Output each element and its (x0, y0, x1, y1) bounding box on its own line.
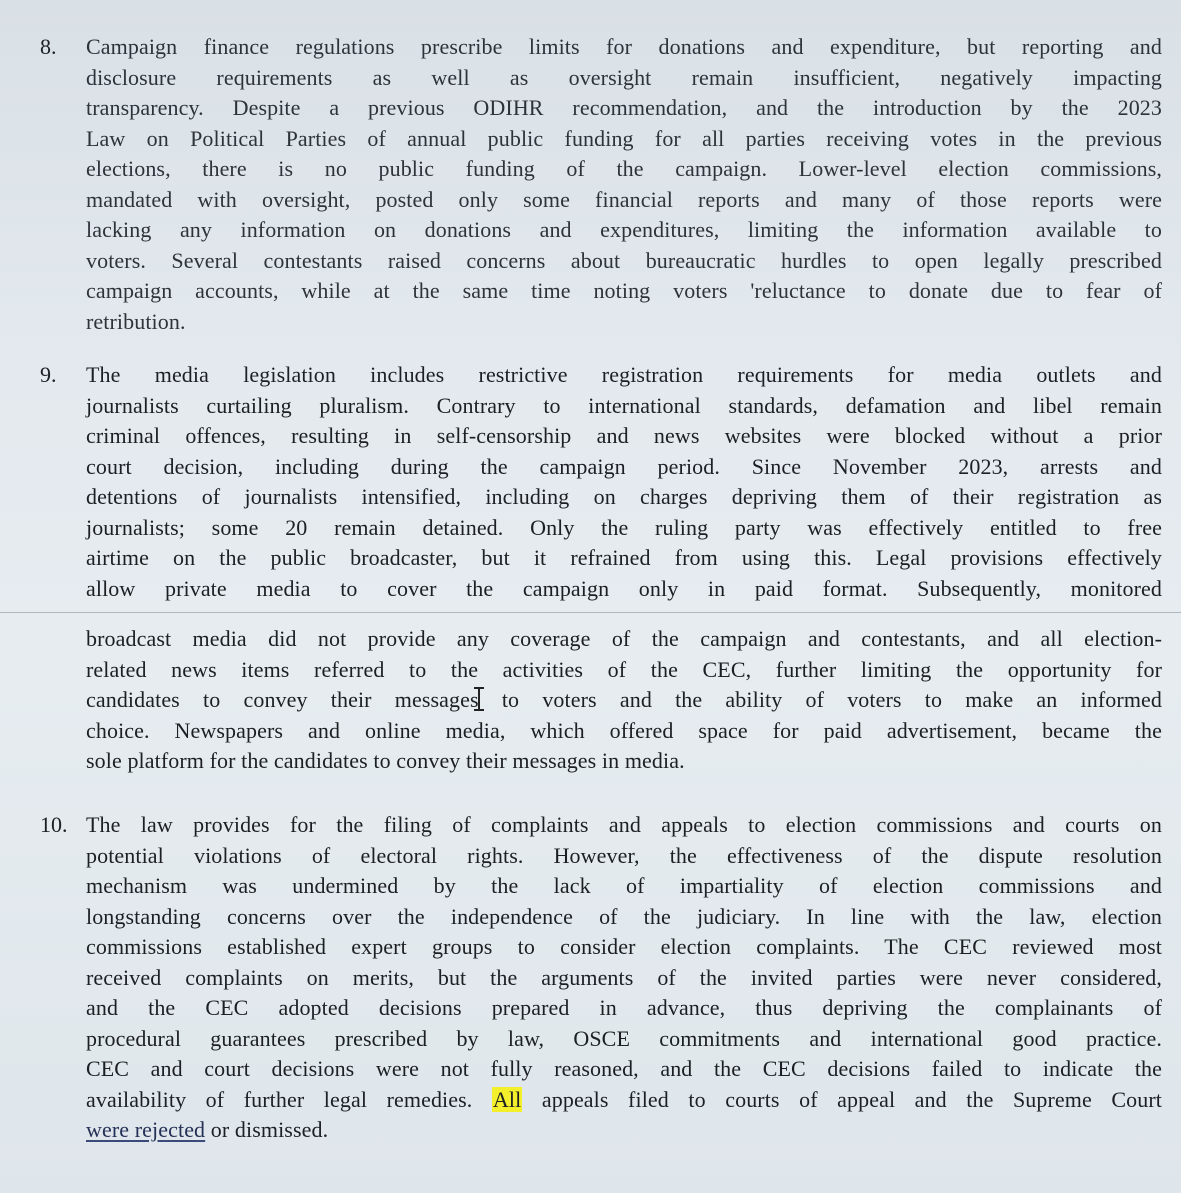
text-line: received complaints on merits, but the arguments of the invited parties were never considered, (86, 964, 1162, 990)
text-line: related news items referred to the activities of the CEC, further limiting the opportunity for (86, 656, 1162, 682)
page-break-divider (0, 612, 1181, 613)
text-line: journalists curtailing pluralism. Contrary to international standards, defamation and libel remain (86, 392, 1162, 418)
paragraph-number: 10. (40, 812, 68, 837)
text-line: longstanding concerns over the independence of the judiciary. In line with the law, election (86, 903, 1162, 929)
text-line (86, 1115, 1162, 1146)
text-line: mechanism was undermined by the lack of impartiality of election commissions and (86, 873, 1162, 898)
text-line: commissions established expert groups to consider election complaints. The CEC reviewed most (86, 934, 1162, 959)
text-line: choice. Newspapers and online media, which offered space for paid advertisement, became the (86, 717, 1162, 743)
text-line: and the CEC adopted decisions prepared in advance, thus depriving the complainants of (86, 995, 1162, 1020)
text-line: broadcast media did not provide any coverage of the campaign and contestants, and all election- (86, 626, 1162, 651)
paragraph-8 (40, 32, 1162, 337)
text-line: The media legislation includes restrictive registration requirements for media outlets and (86, 362, 1162, 387)
paragraph-text[interactable] (86, 810, 1162, 1146)
text-line: voters. Several contestants raised concerns about bureaucratic hurdles to open legally prescribed (86, 247, 1162, 273)
paragraph-number: 8. (40, 34, 57, 59)
text-line: criminal offences, resulting in self-censorship and news websites were blocked without a prior (86, 423, 1162, 448)
text-line: Law on Political Parties of annual public funding for all parties receiving votes in the previous (86, 125, 1162, 151)
paragraph-text (86, 360, 1162, 604)
text-line: retribution. (86, 308, 186, 334)
text-line: Campaign finance regulations prescribe limits for donations and expenditure, but reporting and (86, 34, 1162, 59)
text-line: sole platform for the candidates to convey their messages in media. (86, 748, 685, 773)
text-fragment: availability of further legal remedies. (86, 1086, 473, 1112)
paragraph-text[interactable] (86, 624, 1162, 777)
paragraph-number: 9. (40, 362, 57, 387)
text-line: procedural guarantees prescribed by law, OSCE commitments and international good practice. (86, 1025, 1162, 1051)
text-line: journalists; some 20 remain detained. Only the ruling party was effectively entitled to free (86, 514, 1162, 540)
paragraph-10 (40, 810, 1162, 1146)
text-line: detentions of journalists intensified, including on charges depriving them of their registration as (86, 484, 1162, 509)
text-line: transparency. Despite a previous ODIHR recommendation, and the introduction by the 2023 (86, 95, 1162, 120)
text-fragment: to voters and the ability of voters to make an informed (501, 687, 1162, 712)
text-line: court decision, including during the campaign period. Since November 2023, arrests and (86, 453, 1162, 479)
text-line: lacking any information on donations and expenditures, limiting the information available to (86, 217, 1162, 242)
paragraph-9-continued (40, 624, 1162, 777)
highlighted-word[interactable]: All (492, 1086, 522, 1112)
text-fragment: or dismissed. (210, 1117, 329, 1142)
text-fragment: candidates to convey their messages (86, 687, 479, 712)
text-line: The law provides for the filing of complaints and appeals to election commissions and courts on (86, 812, 1162, 837)
text-line: mandated with oversight, posted only some financial reports and many of those reports were (86, 186, 1162, 212)
text-line: campaign accounts, while at the same time noting voters 'reluctance to donate due to fear of (86, 278, 1162, 303)
text-line (86, 1085, 1162, 1116)
text-fragment: appeals filed to courts of appeal and the Supreme Court (541, 1086, 1162, 1112)
text-line (86, 685, 1162, 716)
paragraph-text (86, 32, 1162, 337)
text-line: CEC and court decisions were not fully reasoned, and the CEC decisions failed to indicate the (86, 1056, 1162, 1081)
text-line: allow private media to cover the campaign only in paid format. Subsequently, monitored (86, 575, 1162, 601)
underlined-phrase[interactable]: were rejected (86, 1117, 206, 1142)
text-line: potential violations of electoral rights. However, the effectiveness of the dispute resolution (86, 842, 1162, 868)
paragraph-9 (40, 360, 1162, 604)
text-line: disclosure requirements as well as oversight remain insufficient, negatively impacting (86, 64, 1162, 90)
text-line: elections, there is no public funding of the campaign. Lower-level election commissions, (86, 156, 1162, 181)
text-line: airtime on the public broadcaster, but it refrained from using this. Legal provisions effectively (86, 545, 1162, 570)
